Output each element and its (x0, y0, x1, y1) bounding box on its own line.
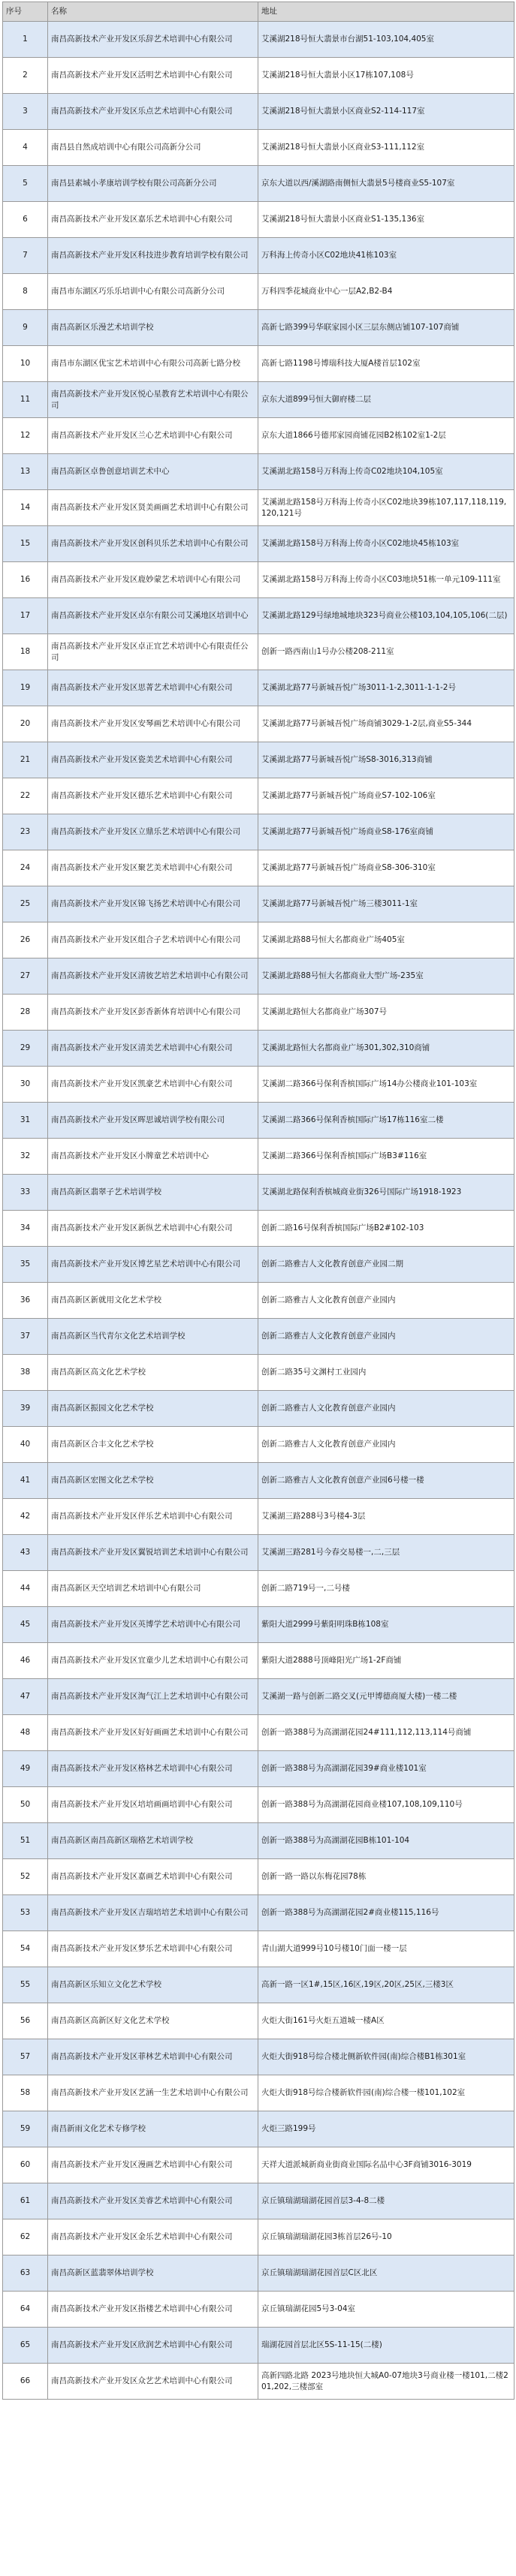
row-address: 艾溪湖218号恒大翡景小区商业S3-111,112室 (258, 130, 514, 166)
row-name: 南昌高新区翡翠子艺术培训学校 (48, 1175, 258, 1211)
row-number: 42 (3, 1499, 48, 1535)
row-name: 南昌高新技术产业开发区安琴画艺术培训中心有限公司 (48, 706, 258, 742)
row-name: 南昌市东湖区巧乐乐培训中心有限公司高新分公司 (48, 274, 258, 310)
row-number: 52 (3, 1859, 48, 1895)
row-name: 南昌高新技术产业开发区好好画画艺术培训中心有限公司 (48, 1715, 258, 1751)
row-number: 51 (3, 1823, 48, 1859)
row-name: 南昌高新技术产业开发区嘉画艺术培训中心有限公司 (48, 1859, 258, 1895)
table-row (3, 2003, 514, 2039)
table-row (3, 2147, 514, 2183)
table-row (3, 922, 514, 958)
row-name: 南昌高新技术产业开发区卓正宜艺术培训中心有限责任公司 (48, 634, 258, 670)
row-number: 8 (3, 274, 48, 310)
header-row (3, 2, 514, 22)
row-number: 61 (3, 2183, 48, 2219)
row-address: 艾溪湖北路77号新城吾悦广场三楼3011-1室 (258, 886, 514, 922)
row-number: 58 (3, 2075, 48, 2111)
row-address: 艾溪湖218号恒大翡景小区商业S2-114-117室 (258, 94, 514, 130)
table-row (3, 706, 514, 742)
row-number: 9 (3, 310, 48, 346)
row-number: 2 (3, 58, 48, 94)
row-number: 20 (3, 706, 48, 742)
row-name: 南昌高新技术产业开发区彭香新体育培训中心有限公司 (48, 995, 258, 1031)
header-address: 地址 (258, 2, 514, 22)
row-name: 南昌高新技术产业开发区凯豪艺术培训中心有限公司 (48, 1067, 258, 1103)
row-number: 47 (3, 1679, 48, 1715)
row-number: 30 (3, 1067, 48, 1103)
row-address: 艾溪湖北路恒大名都商业广场307号 (258, 995, 514, 1031)
row-name: 南昌高新区天空培训艺术培训中心有限公司 (48, 1571, 258, 1607)
row-name: 南昌高新技术产业开发区吉瑞培培艺术培训中心有限公司 (48, 1895, 258, 1931)
row-number: 44 (3, 1571, 48, 1607)
row-number: 33 (3, 1175, 48, 1211)
row-name: 南昌高新技术产业开发区瓷美艺术培训中心有限公司 (48, 742, 258, 778)
table-row (3, 886, 514, 922)
table-row (3, 382, 514, 418)
row-name: 南昌高新技术产业开发区德乐艺术培训中心有限公司 (48, 778, 258, 814)
row-name: 南昌高新技术产业开发区小牌童艺术培训中心 (48, 1139, 258, 1175)
table-row (3, 1391, 514, 1427)
row-name: 南昌高新技术产业开发区科技进步教育培训学校有限公司 (48, 238, 258, 274)
row-address: 艾溪湖北路77号新城吾悦广场商业S7-102-106室 (258, 778, 514, 814)
row-number: 49 (3, 1751, 48, 1787)
row-address: 创新一路388号为高湖湖花园2#商业楼115,116号 (258, 1895, 514, 1931)
table-row (3, 1715, 514, 1751)
table-row (3, 742, 514, 778)
row-address: 京丘镇瑞湖瑞湖花园首层C区北区 (258, 2256, 514, 2292)
row-address: 艾溪湖218号恒大翡景小区商业S1-135,136室 (258, 202, 514, 238)
row-name: 南昌县素城小孝康培训学校有限公司高新分公司 (48, 166, 258, 202)
row-number: 7 (3, 238, 48, 274)
row-number: 50 (3, 1787, 48, 1823)
row-address: 艾溪湖二路366号保利香槟国际广场17栋116室二楼 (258, 1103, 514, 1139)
row-number: 11 (3, 382, 48, 418)
row-number: 3 (3, 94, 48, 130)
row-number: 46 (3, 1643, 48, 1679)
table-row (3, 2328, 514, 2364)
table-row (3, 2292, 514, 2328)
row-name: 南昌高新区宏图文化艺术学校 (48, 1463, 258, 1499)
table-row (3, 58, 514, 94)
table-row (3, 995, 514, 1031)
row-number: 34 (3, 1211, 48, 1247)
table-row (3, 346, 514, 382)
table-row (3, 130, 514, 166)
table-row (3, 1211, 514, 1247)
row-address: 艾溪湖北路77号新城吾悦广场3011-1-2,3011-1-1-2号 (258, 670, 514, 706)
row-address: 高新四路北路 2023号地块恒大城A0-07地块3号商业楼一楼101,二楼201,202,三楼部室 (258, 2364, 514, 2400)
row-number: 39 (3, 1391, 48, 1427)
row-number: 16 (3, 562, 48, 598)
row-address: 京东大道899号恒大御府楼二层 (258, 382, 514, 418)
row-name: 南昌高新技术产业开发区格林艺术培训中心有限公司 (48, 1751, 258, 1787)
row-name: 南昌高新区乐漫艺术培训学校 (48, 310, 258, 346)
table-row (3, 202, 514, 238)
row-name: 南昌高新区南昌高新区瑞格艺术培训学校 (48, 1823, 258, 1859)
row-name: 南昌高新区新就用文化艺术学校 (48, 1283, 258, 1319)
row-name: 南昌高新技术产业开发区众艺艺术培训中心有限公司 (48, 2364, 258, 2400)
row-number: 56 (3, 2003, 48, 2039)
row-name: 南昌高新技术产业开发区鹿妙蒙艺术培训中心有限公司 (48, 562, 258, 598)
row-name: 南昌高新技术产业开发区指楼艺术培训中心有限公司 (48, 2292, 258, 2328)
table-row (3, 1103, 514, 1139)
row-number: 29 (3, 1031, 48, 1067)
row-name: 南昌高新技术产业开发区乐点艺术培训中心有限公司 (48, 94, 258, 130)
row-number: 65 (3, 2328, 48, 2364)
row-address: 艾溪湖北路77号新城吾悦广场商铺3029-1-2层,商业S5-344 (258, 706, 514, 742)
row-address: 高新一路一区1#,15区,16区,19区,20区,25区,三楼3区 (258, 1967, 514, 2003)
row-address: 艾溪湖北路158号万科海上传奇小区C03地块51栋一单元109-111室 (258, 562, 514, 598)
table-row (3, 1427, 514, 1463)
row-name: 南昌高新技术产业开发区乐辞艺术培训中心有限公司 (48, 22, 258, 58)
row-number: 1 (3, 22, 48, 58)
row-number: 10 (3, 346, 48, 382)
row-address: 火炬大街918号综合楼北侧新软件园(南)综合楼B1栋301室 (258, 2039, 514, 2075)
row-address: 艾溪湖北路恒大名都商业广场301,302,310商铺 (258, 1031, 514, 1067)
table-row (3, 1499, 514, 1535)
row-address: 创新二路35号文渊村工业园内 (258, 1355, 514, 1391)
table-row (3, 2219, 514, 2256)
table-row (3, 1571, 514, 1607)
row-number: 24 (3, 850, 48, 886)
row-number: 37 (3, 1319, 48, 1355)
row-address: 艾溪湖北路88号恒大名都商业广场405室 (258, 922, 514, 958)
row-address: 高新七路1198号博瑞科技大厦A楼首层102室 (258, 346, 514, 382)
row-name: 南昌高新技术产业开发区博艺星艺术培训中心有限公司 (48, 1247, 258, 1283)
row-address: 艾溪湖二路366号保利香槟国际广场14办公楼商业101-103室 (258, 1067, 514, 1103)
row-address: 火炬大街918号综合楼新软件园(南)综合楼一楼101,102室 (258, 2075, 514, 2111)
row-name: 南昌高新区卓鲁创意培训艺术中心 (48, 454, 258, 490)
row-name: 南昌高新技术产业开发区菲林艺术培训中心有限公司 (48, 2039, 258, 2075)
header-name: 名称 (48, 2, 258, 22)
table-row (3, 238, 514, 274)
row-address: 京丘镇瑞湖瑞湖花园首层3-4-8二楼 (258, 2183, 514, 2219)
row-number: 4 (3, 130, 48, 166)
row-address: 紫阳大道2888号顶峰阳光广场1-2F商铺 (258, 1643, 514, 1679)
row-address: 创新一路388号为高湖湖花园39#商业楼101室 (258, 1751, 514, 1787)
row-name: 南昌高新技术产业开发区晖思诚培训学校有限公司 (48, 1103, 258, 1139)
table-row (3, 490, 514, 526)
table-row (3, 2256, 514, 2292)
row-name: 南昌高新技术产业开发区创科贝乐艺术培训中心有限公司 (48, 526, 258, 562)
table-row (3, 1607, 514, 1643)
row-number: 17 (3, 598, 48, 634)
table-row (3, 1679, 514, 1715)
row-number: 22 (3, 778, 48, 814)
row-name: 南昌高新技术产业开发区锦飞扬艺术培训中心有限公司 (48, 886, 258, 922)
table-row (3, 2111, 514, 2147)
row-number: 36 (3, 1283, 48, 1319)
row-address: 艾溪湖北路129号绿地城地块323号商业公楼103,104,105,106(二层) (258, 598, 514, 634)
row-name: 南昌高新技术产业开发区嘉乐艺术培训中心有限公司 (48, 202, 258, 238)
row-address: 创新一路西南山1号办公楼208-211室 (258, 634, 514, 670)
row-number: 6 (3, 202, 48, 238)
row-address: 紫阳大道2999号紫阳明珠B栋108室 (258, 1607, 514, 1643)
row-number: 31 (3, 1103, 48, 1139)
table-row (3, 1787, 514, 1823)
row-number: 43 (3, 1535, 48, 1571)
row-name: 南昌高新区高新区好文化艺术学校 (48, 2003, 258, 2039)
institution-table (2, 2, 514, 2400)
row-address: 创新一路388号为高湖湖花园24#111,112,113,114号商铺 (258, 1715, 514, 1751)
row-number: 54 (3, 1931, 48, 1967)
table-row (3, 634, 514, 670)
table-body (3, 22, 514, 2400)
row-number: 18 (3, 634, 48, 670)
row-address: 创新二路719号一,二号楼 (258, 1571, 514, 1607)
row-name: 南昌高新技术产业开发区欣润艺术培训中心有限公司 (48, 2328, 258, 2364)
table-row (3, 1319, 514, 1355)
row-address: 艾溪湖二路366号保利香槟国际广场B3#116室 (258, 1139, 514, 1175)
row-number: 21 (3, 742, 48, 778)
row-number: 62 (3, 2219, 48, 2256)
row-name: 南昌高新技术产业开发区英博学艺术培训中心有限公司 (48, 1607, 258, 1643)
row-name: 南昌高新技术产业开发区卓尔有限公司艾溪地区培训中心 (48, 598, 258, 634)
row-number: 64 (3, 2292, 48, 2328)
row-address: 艾溪湖三路288号3号楼4-3层 (258, 1499, 514, 1535)
table-row (3, 22, 514, 58)
row-address: 创新一路388号为高湖湖花园B栋101-104 (258, 1823, 514, 1859)
row-name: 南昌县自然成培训中心有限公司高新分公司 (48, 130, 258, 166)
row-address: 火炬三路199号 (258, 2111, 514, 2147)
row-name: 南昌高新技术产业开发区兰心艺术培训中心有限公司 (48, 418, 258, 454)
table-row (3, 814, 514, 850)
row-address: 创新二路16号保利香槟国际广场B2#102-103 (258, 1211, 514, 1247)
row-number: 15 (3, 526, 48, 562)
table-row (3, 562, 514, 598)
table-row (3, 94, 514, 130)
row-address: 创新二路雅吉人文化教育创意产业园内 (258, 1391, 514, 1427)
table-row (3, 778, 514, 814)
row-name: 南昌高新技术产业开发区艺涵一生艺术培训中心有限公司 (48, 2075, 258, 2111)
row-name: 南昌高新技术产业开发区悦心星教育艺术培训中心有限公司 (48, 382, 258, 418)
row-address: 万科四季花城商业中心一层A2,B2-B4 (258, 274, 514, 310)
institution-table-sheet (2, 2, 514, 2400)
row-number: 28 (3, 995, 48, 1031)
row-name: 南昌新雨文化艺术专修学校 (48, 2111, 258, 2147)
table-row (3, 526, 514, 562)
row-address: 艾溪湖三路281号今春交易楼一,二,三层 (258, 1535, 514, 1571)
table-row (3, 598, 514, 634)
row-number: 45 (3, 1607, 48, 1643)
table-row (3, 958, 514, 995)
table-row (3, 850, 514, 886)
row-name: 南昌高新技术产业开发区淘气江上艺术培训中心有限公司 (48, 1679, 258, 1715)
row-address: 京东大道以西/溪湖路南侧恒大翡景5号楼商业S5-107室 (258, 166, 514, 202)
row-number: 25 (3, 886, 48, 922)
row-address: 创新二路雅吉人文化教育创意产业园内 (258, 1427, 514, 1463)
row-name: 南昌高新技术产业开发区清彼艺培艺术培训中心有限公司 (48, 958, 258, 995)
row-address: 天祥大道派城新商业街商业国际名品中心3F商铺3016-3019 (258, 2147, 514, 2183)
row-name: 南昌高新技术产业开发区美睿艺术培训中心有限公司 (48, 2183, 258, 2219)
row-number: 19 (3, 670, 48, 706)
row-number: 23 (3, 814, 48, 850)
table-row (3, 310, 514, 346)
row-name: 南昌高新技术产业开发区活明艺术培训中心有限公司 (48, 58, 258, 94)
row-address: 艾溪湖北路77号新城吾悦广场商业S8-176室商铺 (258, 814, 514, 850)
row-number: 14 (3, 490, 48, 526)
row-address: 艾溪湖北路88号恒大名都商业大型广场-235室 (258, 958, 514, 995)
row-name: 南昌高新区合丰文化艺术学校 (48, 1427, 258, 1463)
header-no: 序号 (3, 2, 48, 22)
row-address: 创新二路雅吉人文化教育创意产业园二期 (258, 1247, 514, 1283)
table-row (3, 1463, 514, 1499)
row-name: 南昌高新区高文化艺术学校 (48, 1355, 258, 1391)
row-address: 青山湖大道999号10号楼10门面一楼一层 (258, 1931, 514, 1967)
row-address: 艾溪湖北路158号万科海上传奇C02地块104,105室 (258, 454, 514, 490)
row-number: 38 (3, 1355, 48, 1391)
row-number: 53 (3, 1895, 48, 1931)
row-number: 35 (3, 1247, 48, 1283)
row-address: 艾溪湖北路77号新城吾悦广场商业S8-306-310室 (258, 850, 514, 886)
row-address: 艾溪湖北路保利香槟城商业街326号国际广场1918-1923 (258, 1175, 514, 1211)
row-address: 创新一路一路以东梅花园78栋 (258, 1859, 514, 1895)
row-address: 瑞湖花园首层北区5S-11-15(二楼) (258, 2328, 514, 2364)
table-row (3, 274, 514, 310)
table-row (3, 1823, 514, 1859)
table-row (3, 1355, 514, 1391)
table-header (3, 2, 514, 22)
row-name: 南昌高新技术产业开发区培培画画培训中心有限公司 (48, 1787, 258, 1823)
row-number: 5 (3, 166, 48, 202)
row-number: 55 (3, 1967, 48, 2003)
row-number: 32 (3, 1139, 48, 1175)
row-name: 南昌高新技术产业开发区贤美画画艺术培训中心有限公司 (48, 490, 258, 526)
table-row (3, 1643, 514, 1679)
row-address: 艾溪湖北路77号新城吾悦广场S8-3016,313商铺 (258, 742, 514, 778)
table-row (3, 1859, 514, 1895)
row-number: 27 (3, 958, 48, 995)
row-address: 艾溪湖218号恒大翡景市台湖51-103,104,405室 (258, 22, 514, 58)
table-row (3, 2075, 514, 2111)
row-number: 60 (3, 2147, 48, 2183)
table-row (3, 1175, 514, 1211)
row-address: 创新二路雅吉人文化教育创意产业园6号楼一楼 (258, 1463, 514, 1499)
row-name: 南昌高新区乐知立文化艺术学校 (48, 1967, 258, 2003)
row-address: 艾溪湖一路与创新二路交叉(元甲博德商厦大楼)一楼二楼 (258, 1679, 514, 1715)
row-name: 南昌高新技术产业开发区宜童少儿艺术培训中心有限公司 (48, 1643, 258, 1679)
row-number: 48 (3, 1715, 48, 1751)
table-row (3, 1967, 514, 2003)
row-number: 57 (3, 2039, 48, 2075)
row-address: 创新二路雅吉人文化教育创意产业园内 (258, 1283, 514, 1319)
row-name: 南昌高新技术产业开发区漫画艺术培训中心有限公司 (48, 2147, 258, 2183)
row-address: 京丘镇瑞湖瑞湖花园3栋首层26号-10 (258, 2219, 514, 2256)
row-name: 南昌高新技术产业开发区伴乐艺术培训中心有限公司 (48, 1499, 258, 1535)
row-number: 41 (3, 1463, 48, 1499)
table-row (3, 1031, 514, 1067)
row-number: 63 (3, 2256, 48, 2292)
table-row (3, 418, 514, 454)
row-number: 26 (3, 922, 48, 958)
table-row (3, 1895, 514, 1931)
table-row (3, 166, 514, 202)
row-address: 艾溪湖218号恒大翡景小区17栋107,108号 (258, 58, 514, 94)
row-name: 南昌高新技术产业开发区聚艺美术培训中心有限公司 (48, 850, 258, 886)
row-name: 南昌市东湖区优宝艺术培训中心有限公司高新七路分校 (48, 346, 258, 382)
row-name: 南昌高新区蓝翡翠体培训学校 (48, 2256, 258, 2292)
row-name: 南昌高新技术产业开发区翼锐培训艺术培训中心有限公司 (48, 1535, 258, 1571)
table-row (3, 2364, 514, 2400)
row-number: 59 (3, 2111, 48, 2147)
row-address: 万科海上传奇小区C02地块41栋103室 (258, 238, 514, 274)
row-address: 京丘镇瑞湖花园5号3-04室 (258, 2292, 514, 2328)
table-row (3, 1751, 514, 1787)
row-name: 南昌高新区振园文化艺术学校 (48, 1391, 258, 1427)
table-row (3, 2183, 514, 2219)
row-address: 高新七路399号华联家园小区三层东侧店铺107-107商铺 (258, 310, 514, 346)
table-row (3, 670, 514, 706)
row-address: 艾溪湖北路158号万科海上传奇小区C02地块39栋107,117,118,119,120,121号 (258, 490, 514, 526)
row-name: 南昌高新技术产业开发区金乐艺术培训中心有限公司 (48, 2219, 258, 2256)
row-name: 南昌高新技术产业开发区思菁艺术培训中心有限公司 (48, 670, 258, 706)
row-name: 南昌高新技术产业开发区立鼎乐艺术培训中心有限公司 (48, 814, 258, 850)
row-address: 艾溪湖北路158号万科海上传奇小区C02地块45栋103室 (258, 526, 514, 562)
table-row (3, 1247, 514, 1283)
row-address: 创新一路388号为高湖湖花园商业楼107,108,109,110号 (258, 1787, 514, 1823)
row-number: 40 (3, 1427, 48, 1463)
row-name: 南昌高新技术产业开发区梦乐艺术培训中心有限公司 (48, 1931, 258, 1967)
table-row (3, 454, 514, 490)
table-row (3, 1283, 514, 1319)
row-name: 南昌高新技术产业开发区清美艺术培训中心有限公司 (48, 1031, 258, 1067)
table-row (3, 1139, 514, 1175)
row-number: 13 (3, 454, 48, 490)
row-number: 66 (3, 2364, 48, 2400)
table-row (3, 1931, 514, 1967)
table-row (3, 1535, 514, 1571)
row-name: 南昌高新技术产业开发区组合子艺术培训中心有限公司 (48, 922, 258, 958)
row-name: 南昌高新技术产业开发区新纵艺术培训中心有限公司 (48, 1211, 258, 1247)
row-number: 12 (3, 418, 48, 454)
table-row (3, 2039, 514, 2075)
row-name: 南昌高新区当代青尔文化艺术培训学校 (48, 1319, 258, 1355)
row-address: 创新二路雅吉人文化教育创意产业园内 (258, 1319, 514, 1355)
row-address: 火炬大街161号火炬五道城一楼A区 (258, 2003, 514, 2039)
table-row (3, 1067, 514, 1103)
row-address: 京东大道1866号德邦家园商铺花园B2栋102室1-2层 (258, 418, 514, 454)
